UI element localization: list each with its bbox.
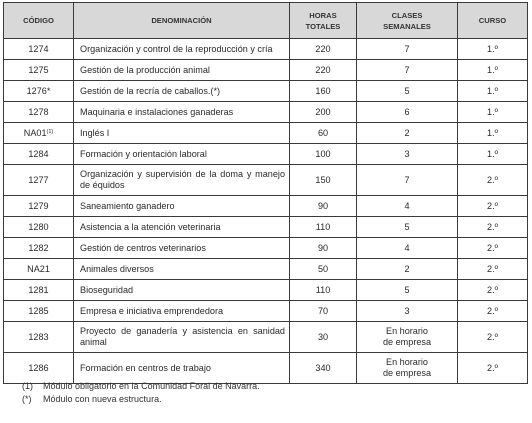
cell-classes: [357, 217, 458, 238]
cell-year: 2.º: [458, 322, 528, 353]
table-row: [4, 280, 528, 301]
header-codigo: CÓDIGO: [4, 3, 74, 39]
table-row: [4, 39, 528, 60]
table-row: [4, 259, 528, 280]
cell-hours: 110: [290, 217, 357, 238]
classes-text: 7: [404, 64, 410, 75]
cell-classes: [357, 60, 458, 81]
table-header: [4, 3, 528, 39]
footnote-text: Módulo con nueva estructura.: [43, 394, 162, 404]
header-curso: CURSO: [458, 3, 528, 39]
cell-year: 1.º: [458, 81, 528, 102]
cell-hours: 30: [290, 322, 357, 353]
cell-classes: [357, 280, 458, 301]
cell-name: Bioseguridad: [74, 280, 290, 301]
code-text: NA21: [27, 263, 50, 274]
classes-text: 5: [404, 221, 410, 232]
classes-text: 5: [404, 85, 410, 96]
cell-classes: [357, 259, 458, 280]
cell-hours: 200: [290, 102, 357, 123]
cell-year: 2.º: [458, 353, 528, 384]
footnote: [22, 380, 260, 393]
header-horas: [290, 3, 357, 39]
table-row: [4, 123, 528, 144]
cell-hours: 90: [290, 196, 357, 217]
cell-name: Saneamiento ganadero: [74, 196, 290, 217]
cell-code: [4, 102, 74, 123]
cell-code: [4, 238, 74, 259]
cell-hours: 160: [290, 81, 357, 102]
cell-year: 2.º: [458, 217, 528, 238]
cell-name: Animales diversos: [74, 259, 290, 280]
footnote: [22, 393, 260, 406]
code-text: 1282: [28, 242, 49, 253]
cell-code: [4, 280, 74, 301]
cell-code: [4, 196, 74, 217]
cell-classes: [357, 322, 458, 353]
cell-code: [4, 217, 74, 238]
cell-classes: [357, 196, 458, 217]
classes-text: 2: [404, 263, 410, 274]
cell-year: 1.º: [458, 39, 528, 60]
cell-year: 1.º: [458, 60, 528, 81]
cell-name: Gestión de la recría de caballos.(*): [74, 81, 290, 102]
cell-name: Maquinaria e instalaciones ganaderas: [74, 102, 290, 123]
cell-name: Inglés I: [74, 123, 290, 144]
header-clases-line: CLASES: [391, 10, 423, 20]
cell-hours: 110: [290, 280, 357, 301]
cell-code: [4, 144, 74, 165]
cell-classes: [357, 238, 458, 259]
classes-text: 2: [404, 127, 410, 138]
code-text: 1279: [28, 200, 49, 211]
classes-text: 5: [404, 284, 410, 295]
table-row: [4, 196, 528, 217]
cell-hours: 50: [290, 259, 357, 280]
cell-name: Asistencia a la atención veterinaria: [74, 217, 290, 238]
cell-year: 2.º: [458, 280, 528, 301]
cell-code: [4, 301, 74, 322]
classes-text: de empresa: [382, 368, 432, 378]
code-text: 1276*: [26, 85, 51, 96]
cell-hours: 220: [290, 39, 357, 60]
table-row: [4, 165, 528, 196]
table-row: [4, 217, 528, 238]
cell-code: [4, 123, 74, 144]
code-text: NA01: [23, 127, 47, 138]
cell-code: [4, 353, 74, 384]
cell-name: Formación en centros de trabajo: [74, 353, 290, 384]
header-clases: [357, 3, 458, 39]
header-clases-line: SEMANALES: [383, 21, 431, 31]
footnotes: [22, 380, 260, 406]
table-row: [4, 60, 528, 81]
cell-hours: 220: [290, 60, 357, 81]
footnote-mark: (*): [22, 394, 32, 404]
classes-text: 7: [404, 174, 410, 185]
cell-year: 1.º: [458, 123, 528, 144]
classes-text: 7: [404, 43, 410, 54]
code-text: 1283: [28, 331, 49, 342]
cell-classes: [357, 123, 458, 144]
cell-classes: [357, 144, 458, 165]
cell-hours: 60: [290, 123, 357, 144]
table-row: [4, 322, 528, 353]
header-denominacion: DENOMINACIÓN: [74, 3, 290, 39]
table-row: [4, 144, 528, 165]
cell-hours: 100: [290, 144, 357, 165]
cell-classes: [357, 353, 458, 384]
code-text: 1284: [28, 148, 49, 159]
classes-text: 4: [404, 200, 410, 211]
cell-hours: 340: [290, 353, 357, 384]
code-text: 1280: [28, 221, 49, 232]
code-text: 1274: [28, 43, 49, 54]
header-horas-line: TOTALES: [305, 21, 341, 31]
table-row: [4, 238, 528, 259]
table-row: [4, 81, 528, 102]
cell-code: [4, 60, 74, 81]
header-horas-line: HORAS: [309, 10, 337, 20]
cell-hours: 70: [290, 301, 357, 322]
cell-year: 1.º: [458, 144, 528, 165]
classes-text: de empresa: [382, 337, 432, 347]
cell-hours: 150: [290, 165, 357, 196]
cell-classes: [357, 102, 458, 123]
cell-year: 1.º: [458, 102, 528, 123]
code-text: 1275: [28, 64, 49, 75]
code-footnote-ref: (1): [46, 128, 54, 135]
cell-name: Organización y control de la reproducción y cría: [74, 39, 290, 60]
code-text: 1278: [28, 106, 49, 117]
table-body: [4, 39, 528, 384]
cell-classes: [357, 301, 458, 322]
cell-code: [4, 81, 74, 102]
table-row: [4, 353, 528, 384]
cell-name: Organización y supervisión de la doma y manejo de équidos: [74, 165, 290, 196]
classes-text: En horario: [386, 326, 428, 336]
cell-classes: [357, 165, 458, 196]
code-text: 1285: [28, 305, 49, 316]
classes-text: 3: [404, 305, 410, 316]
code-text: 1281: [28, 284, 49, 295]
classes-text: 6: [404, 106, 410, 117]
cell-code: [4, 259, 74, 280]
cell-name: Proyecto de ganadería y asistencia en sanidad animal: [74, 322, 290, 353]
cell-code: [4, 39, 74, 60]
cell-name: Gestión de la producción animal: [74, 60, 290, 81]
cell-hours: 90: [290, 238, 357, 259]
code-text: 1277: [28, 174, 49, 185]
cell-code: [4, 165, 74, 196]
cell-classes: [357, 39, 458, 60]
table-row: [4, 301, 528, 322]
cell-name: Gestión de centros veterinarios: [74, 238, 290, 259]
classes-text: En horario: [386, 357, 428, 367]
classes-text: 4: [404, 242, 410, 253]
classes-text: 3: [404, 148, 410, 159]
cell-classes: [357, 81, 458, 102]
cell-name: Formación y orientación laboral: [74, 144, 290, 165]
cell-code: [4, 322, 74, 353]
modules-table: [3, 2, 528, 384]
cell-name: Empresa e iniciativa emprendedora: [74, 301, 290, 322]
footnote-mark: (1): [22, 381, 33, 391]
table-row: [4, 102, 528, 123]
cell-year: 2.º: [458, 238, 528, 259]
cell-year: 2.º: [458, 165, 528, 196]
cell-year: 2.º: [458, 259, 528, 280]
code-text: 1286: [28, 362, 49, 373]
footnote-text: Módulo obligatorio en la Comunidad Foral de Navarra.: [43, 381, 260, 391]
cell-year: 2.º: [458, 196, 528, 217]
cell-year: 2.º: [458, 301, 528, 322]
